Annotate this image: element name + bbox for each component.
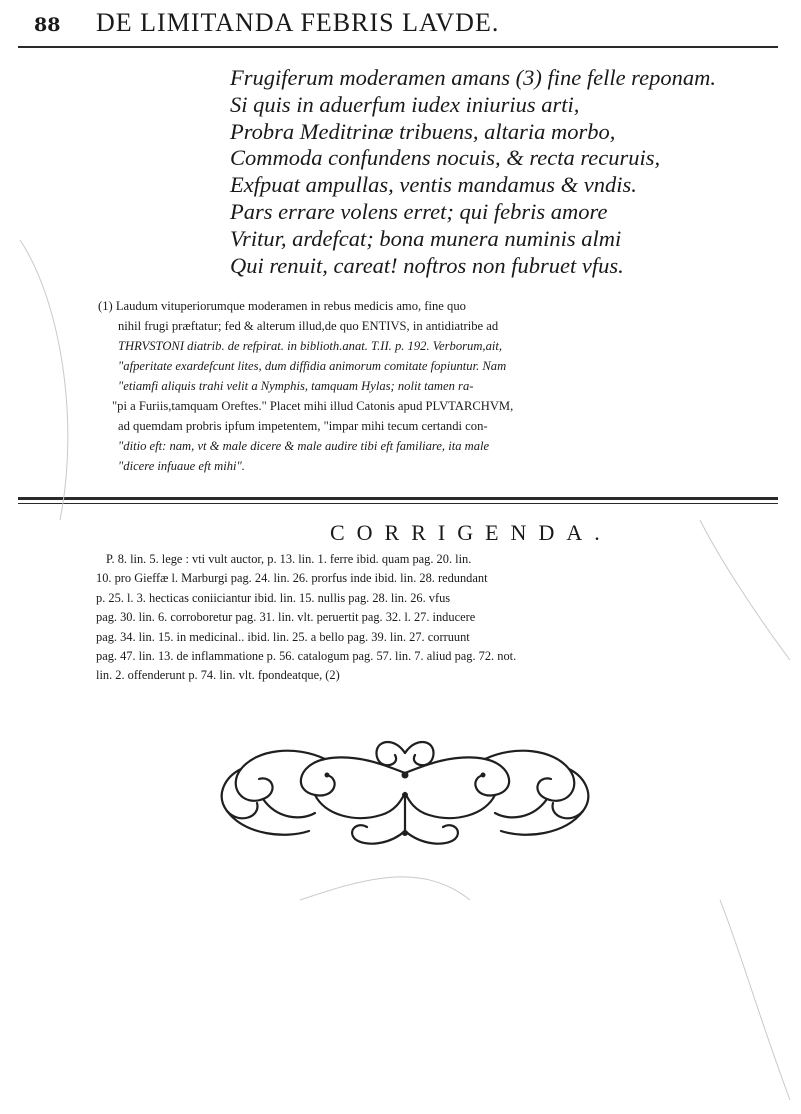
footnote-line-4: "afperitate exardefcunt lites, dum diffidia animorum comitate fopiuntur. Nam [118,359,507,373]
corrigenda-line-3: p. 25. l. 3. hecticas coniiciantur ibid. lin. 15. nullis pag. 28. lin. 26. vfus [96,590,451,605]
footnote-line-3: THRVSTONI diatrib. de refpirat. in biblioth.anat. T.II. p. 192. Verborum,ait, [118,339,503,353]
footnote-line-2: nihil frugi præftatur; fed & alterum illud,de quo ENTIVS, in antidiatribe ad [118,319,499,333]
poem-line-8: Qui renuit, careat! noftros non fubruet vfus. [230,252,624,278]
poem-line-5: Exfpuat ampullas, ventis mandamus & vndis. [230,172,637,198]
poem-line-4: Commoda confundens nocuis, & recta recuruis, [230,145,661,171]
corrigenda-line-5: pag. 34. lin. 15. in medicinal.. ibid. lin. 25. a bello pag. 39. lin. 27. corruunt [96,629,470,644]
decorative-ornament [205,735,605,865]
corrigenda-line-7: lin. 2. offenderunt p. 74. lin. vlt. fpondeatque, (2) [96,668,340,683]
footnote-line-9: "dicere infuaue eft mihi". [118,459,245,473]
footnote-line-1: (1) Laudum vituperiorumque moderamen in rebus medicis amo, fine quo [98,299,466,313]
corrigenda-line-4: pag. 30. lin. 6. corroboretur pag. 31. lin. vlt. peruertit pag. 32. l. 27. inducere [96,610,476,625]
section-rule-thin [18,503,778,504]
poem-line-2: Si quis in aduerfum iudex iniurius arti, [230,91,580,117]
corrigenda-line-1: P. 8. lin. 5. lege : vti vult auctor, p. 13. lin. 1. ferre ibid. quam pag. 20. lin. [106,552,472,566]
corrigenda-title: CORRIGENDA. [330,520,612,545]
corrigenda-line-2: 10. pro Gieffæ l. Marburgi pag. 24. lin. 26. prorfus inde ibid. lin. 28. redundant [96,571,488,586]
page-number: 88 [34,14,61,36]
section-rule-thick [18,497,778,500]
corrigenda-line-6: pag. 47. lin. 13. de inflammatione p. 56. catalogum pag. 57. lin. 7. aliud pag. 72. not. [96,649,517,664]
footnote-line-8: "ditio eft: nam, vt & male dicere & male audire tibi eft familiare, ita male [118,439,490,453]
corrigenda-list [96,550,796,686]
running-head: DE LIMITANDA FEBRIS LAVDE. [96,8,500,37]
poem-line-1: Frugiferum moderamen amans (3) fine felle reponam. [230,65,716,90]
poem-block [230,65,770,279]
footnote-line-5: "etiamfi aliquis trahi velit a Nymphis, tamquam Hylas; nolit tamen ra- [118,379,474,393]
header-rule [18,46,778,48]
footnote-line-7: ad quemdam probris ipfum impetentem, "impar mihi tecum certandi con- [118,419,488,433]
page-header [34,8,774,42]
poem-line-3: Probra Meditrinæ tribuens, altaria morbo, [230,118,616,144]
poem-line-7: Vritur, ardefcat; bona munera numinis almi [230,225,622,251]
footnote-line-6: "pi a Furiis,tamquam Oreftes." Placet mihi illud Catonis apud PLVTARCHVM, [112,399,514,413]
footnote-block [98,296,788,476]
poem-line-6: Pars errare volens erret; qui febris amore [230,198,608,224]
